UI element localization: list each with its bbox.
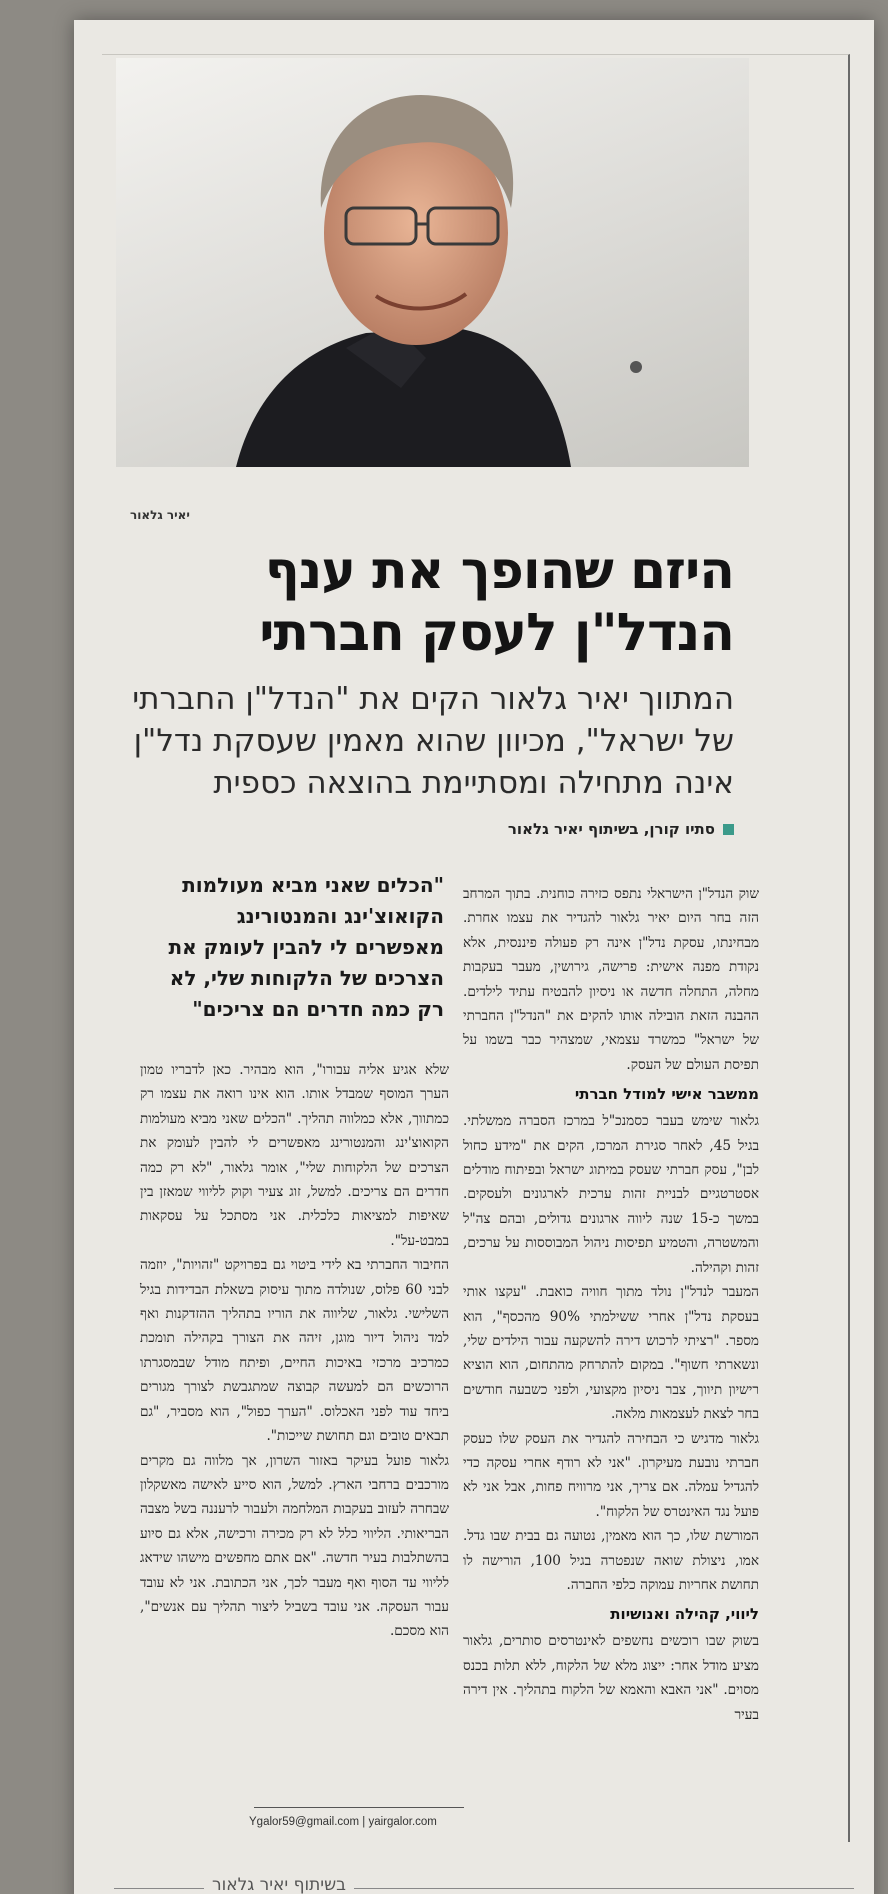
portrait-photo [116,58,749,467]
portrait-illustration [116,58,749,467]
paragraph: החיבור החברתי בא לידי ביטוי גם בפרויקט "זהויות", יוזמה לבני 60 פלוס, שנולדה מתוך עיסוק בשאלת הבדידות בגיל השלישי. גלאור, שליווה את הוריו בתהליך ההזדקנות ואף למד ניהול דיור מוגן, זיהה את הצורך בקהילה תומכת כמרכיב מרכזי באיכות החיים, ופיתח מודל שבמסגרתו הרוכשים הם למעשה קבוצה שמתגבשת לצורך מגורים ביחד עוד לפני האכלוס. "הערך כפול", הוא מסביר, "גם תבאים טובים וגם תחושת שייכות". [140,1257,449,1445]
footer-credit: בשיתוף יאיר גלאור [204,1875,354,1894]
byline-square-icon [723,824,734,835]
right-column [463,882,759,1727]
byline-text: סתיו קורן, בשיתוף יאיר גלאור [507,820,715,838]
byline [414,820,734,838]
footer-rule [114,1875,854,1894]
contact-line: Ygalor59@gmail.com | yairgalor.com [249,1816,437,1828]
pull-quote: "הכלים שאני מביא מעולמות הקואוצ'ינג והמנטורינג מאפשרים לי להבין לעומק את הצרכים של הלקוחות שלי, לא רק כמה חדרים הם צריכים" [168,873,444,1021]
paragraph: בשוק שבו רוכשים נחשפים לאינטרסים סותרים, גלאור מציע מודל אחר: ייצוג מלא של הלקוח, ללא תלות בכנס מסוים. "אני האבא והאמא של הלקוח בתהליך. אין דירה בעיר [463,1633,759,1723]
paragraph: גלאור שימש בעבר כסמנכ"ל במרכז הסברה ממשלתי. בגיל 45, לאחר סגירת המרכז, הקים את "מידע כחול לבן", עסק חברתי שעסק במיתוג ישראל ובפיתוח מודלים אסטרטגיים לבניית זהות ערכית לארגונים ולעסקים. במשך כ-15 שנה ליווה ארגונים גדולים, ובהם צה"ל והמשטרה, והטמיע תפיסות ניהול המבוססות על ערכים, זהות וקהילה. [463,1113,759,1276]
left-column [140,1058,449,1644]
newspaper-page [74,20,874,1894]
paragraph: המעבר לנדל"ן נולד מתוך חוויה כואבת. "עקצו אותי בעסקת נדל"ן אחרי ששילמתי 90% מהכסף", הוא מספר. "רציתי לרכוש דירה להשקעה עבור הילדים שלי, ונשארתי חשוף". במקום להתרחק מהתחום, הוא הוציא רישיון תיווך, צבר ניסיון מקצועי, ולפני כשבעה חודשים בחר לצאת לעצמאות מלאה. [463,1284,760,1423]
paragraph: גלאור פועל בעיקר באזור השרון, אך מלווה גם מקרים מורכבים ברחבי הארץ. למשל, הוא סייע לאישה מאשקלון שבחרה לעזוב בעקבות המלחמה ולעבור לרעננה בשל מצבה הבריאותי. הליווי כלל לא רק מכירה ורכישה, אלא גם סיוע בהשתלבות בעיר חדשה. "אם אתם מחפשים מישהו שידאג לליווי עד הסוף ואף מעבר לכך, אני הכתובת. אני לא עובד עבור העסקה. אני עובד בשביל ליצור תהליך עם אנשים", הוא מסכם. [140,1452,449,1640]
article-subheadline: המתווך יאיר גלאור הקים את "הנדל"ן החברתי של ישראל", מכיוון שהוא מאמין שעסקת נדל"ן אינה מתחילה ומסתיימת בהוצאה כספית [132,681,734,801]
photo-caption: יאיר גלאור [130,508,190,522]
paragraph: גלאור מדגיש כי הבחירה להגדיר את העסק שלו כעסק חברתי נובעת מעיקרון. "אני לא רודף אחרי עסקה כדי להגדיל עמלה. אם צריך, אני מרוויח פחות, אבל אני לא פועל נגד האינטרס של הלקוח". [463,1430,759,1520]
paragraph: שוק הנדל"ן הישראלי נתפס כזירה כוחנית. בתוך המרחב הזה בחר היום יאיר גלאור להגדיר את עצמו אחרת. מבחינתו, עסקת נדל"ן אינה רק פעולה פיננסית, אלא נקודת מפנה אישית: פרישה, גירושין, מעבר בעקבות מחלה, התחלה חדשה או ניסיון להבטיח עתיד לילדים. ההבנה הזאת הובילה אותו להקים את "הנדל"ן החברתי של ישראל" כמשרד עצמאי, שמצהיר כבר בשמו על תפיסת העולם של העסק. [463,886,759,1073]
article-headline: היזם שהופך את ענף הנדל"ן לעסק חברתי [259,541,734,663]
section-heading: ממשבר אישי למודל חברתי [574,1085,759,1104]
paragraph: המורשת שלו, כך הוא מאמין, נטועה גם בבית שבו גדל. אמו, ניצולת שואה שנפטרה בגיל 100, הורישה לו תחושת אחריות עמוקה כלפי החברה. [463,1528,759,1593]
section-heading: ליווי, קהילה ואנושיות [610,1605,759,1624]
paragraph: שלא אגיע אליה עבורו", הוא מבהיר. כאן לדבריו טמון הערך המוסף שמבדל אותו. הוא אינו רואה את עצמו רק כמתווך, אלא כמלווה תהליך. "הכלים שאני מביא מעולמות הקואוצ'ינג והמנטורינג מאפשרים לי להבין לעומק את הצרכים של הלקוחות שלי", אומר גלאור, "לא רק כמה חדרים הם צריכים. למשל, זוג צעיר וקוק לליווי שמאזן בין שאיפות למציאות כלכלית. אני מסתכל על עסקאות במבט-על". [140,1062,449,1249]
contact-divider [254,1807,464,1808]
